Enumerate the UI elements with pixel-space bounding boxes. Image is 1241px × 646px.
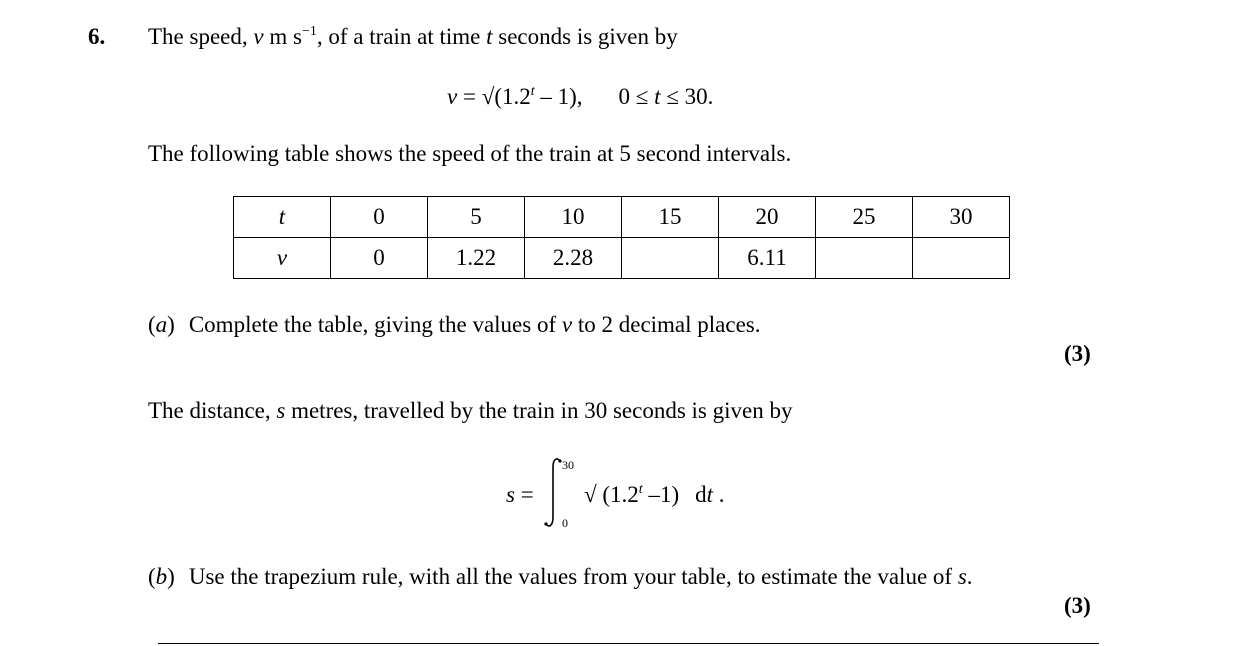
part-b-text-2: .	[966, 564, 973, 589]
integral-lhs	[506, 483, 534, 506]
table-cell-v: 2.28	[525, 238, 622, 279]
question-number: 6.	[88, 24, 106, 49]
part-b-label-open: (	[148, 564, 156, 589]
table-intro: The following table shows the speed of the train at 5 second intervals.	[148, 141, 792, 166]
table-header-v: v	[234, 238, 331, 279]
speed-statement	[148, 25, 678, 48]
part-a-marks: (3)	[1064, 341, 1091, 366]
speed-text-2: , of a train at time	[316, 24, 487, 49]
eq-v: v	[447, 84, 458, 109]
distance-s: s	[276, 398, 286, 423]
distance-statement	[148, 399, 793, 422]
eq-rhs: – 1),	[534, 84, 583, 109]
part-b	[148, 565, 973, 588]
eq-range-b: ≤ 30.	[660, 84, 714, 109]
table-cell-t: 30	[913, 197, 1010, 238]
distance-text-2: metres, travelled by the train in 30 seconds is given by	[285, 398, 793, 423]
part-a-v: v	[561, 312, 573, 337]
part-b-s: s	[957, 564, 967, 589]
integral-upper-limit: 30	[562, 458, 574, 472]
integrand	[584, 483, 725, 506]
divider-line	[158, 643, 1099, 644]
integrand-2: –1)	[642, 482, 680, 507]
table-cell-v-blank	[622, 238, 719, 279]
table-cell-v-blank	[913, 238, 1010, 279]
part-a-text-1: Complete the table, giving the values of	[188, 312, 562, 337]
speed-table	[233, 196, 1010, 279]
table-cell-t: 20	[719, 197, 816, 238]
integral-end: .	[713, 482, 725, 507]
integral-sign-icon	[544, 455, 564, 530]
table-cell-t: 25	[816, 197, 913, 238]
table-header-t: t	[234, 197, 331, 238]
integral-s: s	[506, 482, 515, 507]
part-a-label-letter: a	[155, 312, 168, 337]
table-cell-t: 10	[525, 197, 622, 238]
speed-symbol-v: v	[253, 24, 264, 49]
part-a-text-2: to 2 decimal places.	[572, 312, 761, 337]
integral-lower-limit: 0	[562, 516, 568, 530]
eq-exponent: t	[530, 84, 535, 99]
eq-range-t: t	[654, 84, 661, 109]
eq-range-a: 0 ≤	[618, 84, 655, 109]
integral-dt-t: t	[706, 482, 713, 507]
part-b-label-close: )	[167, 564, 175, 589]
part-a-label-close: )	[167, 312, 175, 337]
table-row-t	[234, 197, 1010, 238]
table-cell-t: 0	[331, 197, 428, 238]
integrand-1: √ (1.2	[584, 482, 639, 507]
table-cell-v: 6.11	[719, 238, 816, 279]
speed-equation	[447, 85, 713, 108]
distance-text-1: The distance,	[148, 398, 277, 423]
speed-text-1: The speed,	[148, 24, 254, 49]
part-b-label-letter: b	[155, 564, 168, 589]
table-row-v	[234, 238, 1010, 279]
part-b-marks: (3)	[1064, 593, 1091, 618]
part-a-label	[148, 312, 175, 337]
part-a	[148, 313, 761, 336]
integral-d: d	[695, 482, 707, 507]
integrand-exponent: t	[638, 482, 643, 497]
part-b-label	[148, 564, 175, 589]
speed-text-3: seconds is given by	[492, 24, 678, 49]
speed-units-exponent: −1	[301, 24, 317, 39]
table-cell-v: 1.22	[428, 238, 525, 279]
table-cell-t: 15	[622, 197, 719, 238]
speed-units: m s	[263, 24, 302, 49]
integral-dt	[695, 482, 724, 507]
part-a-label-open: (	[148, 312, 156, 337]
integral-equals: =	[514, 482, 534, 507]
eq-lhs: = √(1.2	[457, 84, 531, 109]
table-cell-v: 0	[331, 238, 428, 279]
part-b-text-1: Use the trapezium rule, with all the values from your table, to estimate the value of	[188, 564, 958, 589]
table-cell-v-blank	[816, 238, 913, 279]
table-cell-t: 5	[428, 197, 525, 238]
time-symbol-t: t	[486, 24, 493, 49]
eq-range	[619, 84, 714, 109]
